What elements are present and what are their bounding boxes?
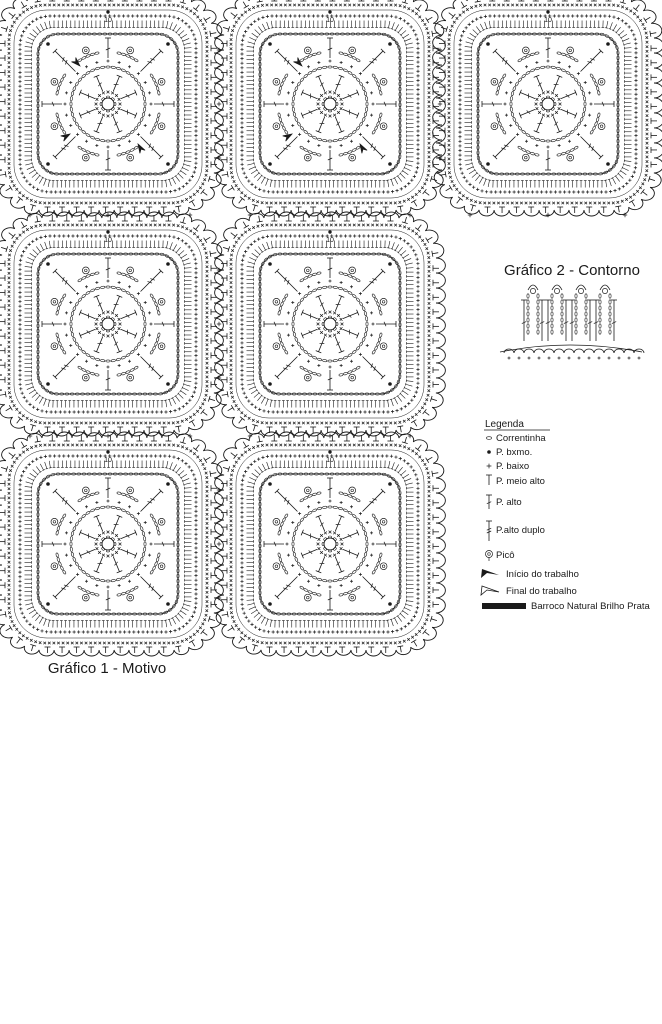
legend <box>481 419 651 612</box>
legend-label: P.alto duplo <box>496 525 545 536</box>
motif-round-label: 10 <box>326 237 334 244</box>
legend-item-chain <box>486 433 546 444</box>
motif-round-label: 10 <box>326 17 334 24</box>
legend-item-half-double <box>486 475 545 487</box>
motif-round-label: 10 <box>326 457 334 464</box>
motif-round-label: 10 <box>104 17 112 24</box>
motif-round-label: 10 <box>104 237 112 244</box>
legend-label: Barroco Natural Brilho Prata <box>531 601 650 612</box>
motif-1 <box>215 0 446 216</box>
slip-stitch-icon <box>487 450 491 454</box>
motif-round-label: 10 <box>104 457 112 464</box>
single-crochet-icon <box>487 464 492 469</box>
legend-label: P. alto <box>496 497 522 508</box>
start-arrow-icon <box>481 569 499 578</box>
motif-5 <box>0 432 223 656</box>
legend-label: P. bxmo. <box>496 447 533 458</box>
legend-item-single-crochet <box>487 461 530 472</box>
legend-title: Legenda <box>485 419 524 430</box>
end-arrow-icon <box>481 586 499 595</box>
legend-label: Picô <box>496 550 515 561</box>
motif-2 <box>433 0 662 216</box>
chain-icon <box>486 437 491 440</box>
legend-item-start-arrow <box>481 569 579 580</box>
legend-label: Correntinha <box>496 433 546 444</box>
legend-item-double <box>486 495 522 509</box>
legend-label: Final do trabalho <box>506 586 577 597</box>
motif-4 <box>215 212 446 436</box>
motif-6 <box>215 432 446 656</box>
legend-item-treble <box>486 521 545 541</box>
legend-item-yarn-bar <box>482 601 651 612</box>
legend-item-slip-stitch <box>487 447 532 458</box>
legend-label: P. baixo <box>496 461 530 472</box>
legend-item-end-arrow <box>481 586 577 597</box>
graph1-title: Gráfico 1 - Motivo <box>47 660 167 677</box>
edging-chart <box>500 285 644 360</box>
picot-icon <box>486 551 493 562</box>
treble-icon <box>486 521 492 541</box>
motif-0 <box>0 0 223 216</box>
legend-label: P. meio alto <box>496 476 545 487</box>
half-double-icon <box>486 475 492 485</box>
double-icon <box>486 495 492 509</box>
graph2-title: Gráfico 2 - Contorno <box>504 262 640 279</box>
motif-round-label: 10 <box>544 17 552 24</box>
legend-label: Início do trabalho <box>506 569 579 580</box>
legend-item-picot <box>486 550 515 561</box>
yarn-bar-icon <box>482 603 526 609</box>
motif-3 <box>0 212 223 436</box>
